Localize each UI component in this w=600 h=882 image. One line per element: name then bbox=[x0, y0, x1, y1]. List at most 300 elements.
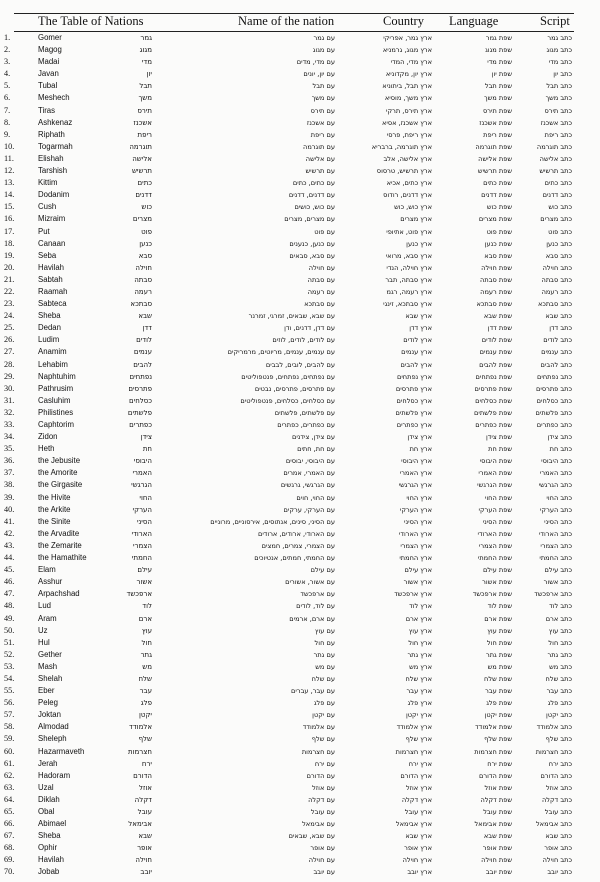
nation-hebrew-name: פלשתים bbox=[127, 408, 152, 417]
nation-hebrew-name: גמר bbox=[140, 34, 152, 42]
language-name: שפת סבתכא bbox=[476, 300, 512, 309]
nation-hebrew-name: לוד bbox=[142, 602, 152, 611]
nation-name: עם אלישה bbox=[305, 154, 335, 163]
language-name: שפת הגרגשי bbox=[477, 481, 512, 490]
table-row bbox=[0, 649, 600, 661]
nation-name: עם כנען, כנענים bbox=[289, 239, 335, 248]
language-name: שפת שבא bbox=[483, 832, 512, 841]
nation-hebrew-name: אבימאל bbox=[128, 820, 152, 829]
language-name: שפת גמר bbox=[485, 34, 512, 42]
script-name: כתב ירח bbox=[548, 759, 572, 768]
nation-english-name: Heth bbox=[38, 444, 55, 454]
nation-hebrew-name: תבל bbox=[139, 82, 152, 91]
column-header-country: Country bbox=[383, 14, 424, 28]
script-name: כתב דקלה bbox=[541, 795, 572, 804]
nation-hebrew-name: כתים bbox=[137, 179, 152, 188]
nation-english-name: Jobab bbox=[38, 867, 60, 877]
script-name: כתב שלח bbox=[545, 674, 572, 683]
table-row bbox=[0, 32, 600, 44]
nation-name: עם להבים, לובים, לבבים bbox=[265, 360, 335, 369]
script-name: כתב יקטן bbox=[546, 711, 572, 720]
nation-name: עם הארודי, ארודים, ארודים bbox=[257, 529, 335, 538]
nation-hebrew-name: הערקי bbox=[132, 505, 152, 514]
row-number: 8. bbox=[4, 117, 11, 127]
nation-hebrew-name: הצמרי bbox=[133, 541, 152, 550]
language-name: שפת דקלה bbox=[480, 795, 512, 804]
table-row bbox=[0, 842, 600, 854]
script-name: כתב ענמים bbox=[541, 348, 572, 357]
table-row bbox=[0, 286, 600, 298]
nation-hebrew-name: הסיני bbox=[136, 517, 152, 526]
nation-english-name: Casluhim bbox=[38, 395, 71, 405]
row-number: 33. bbox=[4, 420, 15, 429]
language-name: שפת האמרי bbox=[478, 469, 512, 478]
table-row bbox=[0, 431, 600, 443]
row-number: 10. bbox=[4, 141, 15, 151]
nation-name: עם אבימאל bbox=[302, 820, 335, 829]
nation-hebrew-name: חצרמות bbox=[128, 747, 152, 756]
script-name: כתב אשור bbox=[543, 578, 572, 587]
row-number: 51. bbox=[4, 637, 15, 647]
row-number: 23. bbox=[4, 299, 15, 309]
nation-english-name: Tiras bbox=[38, 105, 56, 115]
script-name: כתב פלשתים bbox=[535, 408, 572, 417]
nation-hebrew-name: משך bbox=[138, 94, 152, 103]
script-name: כתב עובל bbox=[544, 808, 572, 816]
nation-english-name: Abimael bbox=[38, 819, 67, 829]
language-name: שפת חת bbox=[488, 445, 512, 454]
country-name: ארץ עוץ bbox=[408, 626, 432, 635]
country-name: ארץ צידן bbox=[407, 433, 432, 442]
script-name: כתב אבימאל bbox=[535, 820, 572, 829]
nation-name: עם חת, חתים bbox=[297, 445, 335, 454]
script-name: כתב רעמה bbox=[541, 287, 572, 296]
nation-english-name: Madai bbox=[38, 57, 60, 67]
language-name: שפת תוגרמה bbox=[475, 142, 512, 151]
nation-hebrew-name: חול bbox=[141, 638, 152, 647]
nation-name: עם פלשתים, פלשתים bbox=[274, 408, 335, 417]
country-name: ארץ חוילה, הנדי bbox=[386, 263, 432, 272]
script-name: כתב אשכנז bbox=[540, 118, 572, 127]
language-name: שפת חול bbox=[486, 638, 512, 647]
country-name: ארץ פוט, אתיופי bbox=[386, 227, 432, 236]
table-row bbox=[0, 613, 600, 625]
script-name: כתב לודים bbox=[543, 336, 572, 345]
language-name: שפת פתרסים bbox=[474, 384, 512, 393]
nation-english-name: Sheba bbox=[38, 831, 61, 841]
nation-english-name: Lud bbox=[38, 601, 52, 611]
country-name: ארץ תבל, ביתוניא bbox=[382, 82, 432, 91]
country-name: ארץ החוי bbox=[406, 493, 432, 502]
nation-english-name: Elishah bbox=[38, 153, 64, 163]
country-name: ארץ נפתחים bbox=[396, 372, 432, 381]
row-number: 55. bbox=[4, 686, 15, 696]
country-name: ארץ יון, מקדוניא bbox=[385, 70, 432, 79]
nation-name: עם משך bbox=[311, 94, 335, 103]
language-name: שפת מדי bbox=[487, 58, 512, 67]
language-name: שפת עבר bbox=[485, 687, 512, 696]
nation-hebrew-name: יובב bbox=[140, 868, 152, 877]
table-title: The Table of Nations bbox=[38, 14, 144, 28]
nation-english-name: Dodanim bbox=[38, 190, 70, 200]
country-name: ארץ אלמודד bbox=[396, 723, 432, 732]
row-number: 44. bbox=[4, 553, 15, 563]
row-number: 62. bbox=[4, 770, 15, 780]
country-name: ארץ כתים, אכיא bbox=[386, 179, 432, 188]
nation-hebrew-name: גתר bbox=[140, 650, 152, 659]
nation-name: עם גתר bbox=[313, 650, 335, 659]
country-name: ארץ אבימאל bbox=[395, 820, 432, 829]
nation-name: עם פוט bbox=[314, 227, 335, 236]
script-name: כתב שבא bbox=[545, 312, 572, 321]
table-row bbox=[0, 395, 600, 407]
nation-hebrew-name: כנען bbox=[139, 239, 152, 248]
row-number: 29. bbox=[4, 371, 15, 381]
language-name: שפת חוילה bbox=[481, 856, 512, 865]
nation-english-name: Joktan bbox=[38, 710, 61, 720]
nation-name: עם האמרי, אמרים bbox=[283, 469, 335, 478]
table-row bbox=[0, 105, 600, 117]
nation-name: עם לודים, לודים, לוזים bbox=[272, 336, 335, 345]
nation-hebrew-name: אופר bbox=[137, 844, 152, 853]
nation-hebrew-name: אלמודד bbox=[129, 723, 152, 732]
nation-hebrew-name: לודים bbox=[136, 336, 152, 345]
script-name: כתב דדנים bbox=[542, 191, 572, 200]
nation-name: עם שבא, שבאים, זמרגי, זמרנר bbox=[248, 312, 335, 321]
language-name: שפת החוי bbox=[484, 493, 512, 502]
row-number: 13. bbox=[4, 178, 15, 188]
table-row bbox=[0, 576, 600, 588]
script-name: כתב כוש bbox=[548, 203, 572, 212]
nation-english-name: Ophir bbox=[38, 843, 58, 853]
country-name: ארץ מדי, המדי bbox=[390, 58, 432, 67]
nation-hebrew-name: אשור bbox=[136, 578, 152, 587]
script-name: כתב עוץ bbox=[548, 626, 572, 635]
country-name: ארץ להבים bbox=[400, 360, 432, 369]
country-name: ארץ אשכנז, אסיא bbox=[381, 118, 432, 127]
table-row bbox=[0, 685, 600, 697]
script-name: כתב החמתי bbox=[539, 554, 572, 563]
nation-english-name: Diklah bbox=[38, 794, 60, 804]
script-name: כתב עבר bbox=[546, 687, 572, 696]
row-number: 56. bbox=[4, 698, 15, 708]
language-name: שפת הערקי bbox=[478, 505, 512, 514]
table-row bbox=[0, 733, 600, 745]
nation-english-name: Shelah bbox=[38, 673, 63, 683]
row-number: 50. bbox=[4, 625, 15, 635]
row-number: 18. bbox=[4, 238, 15, 248]
nation-hebrew-name: ארפכשד bbox=[126, 590, 152, 599]
script-name: כתב שבא bbox=[545, 832, 572, 841]
nation-hebrew-name: החוי bbox=[139, 493, 152, 502]
nation-english-name: Elam bbox=[38, 565, 56, 575]
nation-hebrew-name: רעמה bbox=[134, 287, 152, 296]
table-row bbox=[0, 661, 600, 673]
language-name: שפת כתים bbox=[483, 179, 512, 188]
country-name: ארץ כסלחים bbox=[396, 396, 432, 405]
table-row bbox=[0, 68, 600, 80]
table-row bbox=[0, 250, 600, 262]
row-number: 59. bbox=[4, 734, 15, 744]
row-number: 60. bbox=[4, 746, 15, 756]
row-number: 66. bbox=[4, 819, 15, 829]
nation-name: עם נפתחים, נפתחים, פנטפוליטים bbox=[241, 372, 335, 381]
nation-hebrew-name: הגרגשי bbox=[131, 481, 152, 490]
row-number: 28. bbox=[4, 359, 15, 369]
table-row bbox=[0, 625, 600, 637]
row-number: 35. bbox=[4, 444, 15, 454]
nation-name: עם שלח bbox=[311, 674, 335, 683]
language-name: שפת עילם bbox=[483, 566, 512, 575]
nation-hebrew-name: ריפת bbox=[137, 130, 152, 139]
country-name: ארץ ריפת, פרסי bbox=[386, 130, 432, 139]
country-name: ארץ משך, מוסיא bbox=[384, 94, 432, 103]
script-name: כתב פתרסים bbox=[535, 384, 572, 393]
table-row bbox=[0, 540, 600, 552]
country-name: ארץ אופר bbox=[404, 844, 432, 853]
table-row bbox=[0, 516, 600, 528]
table-row bbox=[0, 201, 600, 213]
nation-name: עם כסלחים, כסלחים, פנטפוליטים bbox=[240, 396, 335, 405]
nation-name: עם דקלה bbox=[308, 795, 335, 804]
nation-english-name: Meshech bbox=[38, 93, 70, 103]
nation-english-name: Obal bbox=[38, 807, 55, 816]
language-name: שפת חוילה bbox=[481, 263, 512, 272]
language-name: שפת כסלחים bbox=[475, 396, 512, 405]
table-row bbox=[0, 806, 600, 818]
nation-hebrew-name: החמתי bbox=[131, 554, 152, 563]
nation-english-name: Almodad bbox=[38, 722, 69, 732]
column-header-language: Language bbox=[449, 14, 499, 28]
nation-english-name: Asshur bbox=[38, 577, 63, 587]
script-name: כתב תבל bbox=[546, 82, 572, 91]
row-number: 31. bbox=[4, 395, 15, 405]
table-row bbox=[0, 504, 600, 516]
script-name: כתב חול bbox=[548, 638, 572, 647]
nation-english-name: Put bbox=[38, 226, 50, 236]
row-number: 54. bbox=[4, 673, 15, 683]
country-name: ארץ שבא bbox=[405, 832, 432, 841]
nation-hebrew-name: יון bbox=[146, 70, 152, 79]
table-row bbox=[0, 383, 600, 395]
script-name: כתב החוי bbox=[546, 493, 572, 502]
row-number: 32. bbox=[4, 407, 15, 417]
row-number: 26. bbox=[4, 335, 15, 345]
language-name: שפת פלג bbox=[486, 699, 512, 708]
table-row bbox=[0, 455, 600, 467]
row-number: 27. bbox=[4, 347, 15, 357]
script-name: כתב שלף bbox=[545, 735, 572, 744]
nation-name: עם הדורם bbox=[306, 771, 335, 780]
nation-name: עם אשכנז bbox=[306, 118, 335, 127]
language-name: שפת נפתחים bbox=[475, 372, 512, 381]
nation-english-name: Arpachshad bbox=[38, 589, 80, 599]
country-name: ארץ כוש, כוש bbox=[394, 203, 432, 212]
nation-name: עם חוילה bbox=[308, 856, 335, 865]
country-name: ארץ שלח bbox=[405, 674, 432, 683]
language-name: שפת כפתרים bbox=[475, 421, 512, 429]
country-name: ארץ יובב bbox=[407, 868, 432, 877]
script-name: כתב תרשיש bbox=[539, 167, 572, 176]
script-name: כתב ריפת bbox=[544, 130, 572, 139]
language-name: שפת ריפת bbox=[483, 130, 512, 139]
country-name: ארץ עילם bbox=[404, 566, 432, 575]
nation-english-name: Lehabim bbox=[38, 359, 68, 369]
language-name: שפת שלף bbox=[484, 735, 512, 744]
nation-english-name: Philistines bbox=[38, 407, 74, 417]
nation-english-name: Kittim bbox=[38, 178, 58, 188]
table-row bbox=[0, 359, 600, 371]
nation-english-name: Hadoram bbox=[38, 770, 71, 780]
nation-english-name: the Amorite bbox=[38, 468, 78, 478]
nation-name: עם החמתי, חמתים, אנטיוכים bbox=[254, 554, 335, 563]
column-header-script: Script bbox=[540, 14, 570, 28]
language-name: שפת היבוסי bbox=[479, 457, 512, 466]
script-name: כתב פוט bbox=[548, 227, 572, 236]
nation-hebrew-name: תירס bbox=[137, 106, 152, 115]
script-name: כתב הדורם bbox=[540, 771, 572, 780]
nation-english-name: Uz bbox=[38, 625, 48, 635]
script-name: כתב היבוסי bbox=[541, 457, 572, 466]
nation-name: עם גמר bbox=[313, 34, 335, 42]
language-name: שפת הדורם bbox=[478, 771, 512, 780]
nation-name: עם עובל bbox=[310, 808, 335, 816]
row-number: 4. bbox=[4, 69, 11, 79]
row-number: 64. bbox=[4, 794, 15, 804]
table-row bbox=[0, 866, 600, 878]
script-name: כתב מדי bbox=[548, 58, 572, 67]
country-name: ארץ הארודי bbox=[398, 529, 432, 538]
country-name: ארץ סבתכא, זינגי bbox=[383, 300, 432, 309]
nation-name: עם ארפכשד bbox=[300, 590, 335, 599]
nation-english-name: Jerah bbox=[38, 758, 58, 768]
nation-hebrew-name: חוילה bbox=[135, 856, 152, 865]
language-name: שפת יובב bbox=[485, 868, 512, 877]
row-number: 6. bbox=[4, 93, 11, 103]
table-row bbox=[0, 117, 600, 129]
nation-hebrew-name: אלישה bbox=[132, 154, 152, 163]
nation-name: עם אוזל bbox=[312, 783, 335, 792]
table-row bbox=[0, 770, 600, 782]
nation-english-name: Cush bbox=[38, 202, 57, 212]
nation-hebrew-name: כוש bbox=[141, 203, 152, 212]
table-row bbox=[0, 697, 600, 709]
table-row bbox=[0, 794, 600, 806]
nation-hebrew-name: ארם bbox=[138, 614, 152, 623]
nation-hebrew-name: סבא bbox=[138, 251, 152, 260]
nation-english-name: Gether bbox=[38, 649, 62, 659]
nation-name: עם ארם, ארמים bbox=[289, 614, 335, 623]
nation-english-name: Mizraim bbox=[38, 214, 66, 224]
table-row bbox=[0, 564, 600, 576]
country-name: ארץ חצרמות bbox=[395, 747, 432, 756]
country-name: ארץ הערקי bbox=[399, 505, 432, 514]
nation-name: עם היבוסי, יבוסים bbox=[285, 457, 335, 466]
table-row bbox=[0, 818, 600, 830]
country-name: ארץ שלף bbox=[405, 735, 432, 744]
row-number: 19. bbox=[4, 250, 15, 260]
row-number: 17. bbox=[4, 226, 15, 236]
row-number: 15. bbox=[4, 202, 15, 212]
row-number: 47. bbox=[4, 589, 15, 599]
nation-hebrew-name: עילם bbox=[137, 566, 152, 575]
script-name: כתב מש bbox=[549, 662, 572, 671]
row-number: 52. bbox=[4, 649, 15, 659]
country-name: ארץ ארפכשד bbox=[394, 590, 432, 599]
table-row bbox=[0, 274, 600, 286]
country-name: ארץ מגוג, גרמניא bbox=[382, 46, 432, 55]
nation-name: עם ירח bbox=[314, 759, 335, 768]
table-row bbox=[0, 552, 600, 564]
nation-english-name: Aram bbox=[38, 613, 57, 623]
table-row bbox=[0, 310, 600, 322]
row-number: 21. bbox=[4, 274, 15, 284]
script-name: כתב גתר bbox=[547, 650, 572, 659]
nation-hebrew-name: פוט bbox=[141, 227, 152, 236]
row-number: 70. bbox=[4, 867, 15, 877]
nation-hebrew-name: מגוג bbox=[139, 46, 152, 55]
row-number: 20. bbox=[4, 262, 15, 272]
nation-english-name: the Hivite bbox=[38, 492, 71, 502]
country-name: ארץ רעמה, רגמ bbox=[386, 287, 432, 296]
script-name: כתב מגוג bbox=[546, 46, 572, 55]
table-row bbox=[0, 371, 600, 383]
language-name: שפת דדן bbox=[487, 324, 512, 333]
nation-hebrew-name: דדנים bbox=[135, 191, 152, 200]
language-name: שפת יקטן bbox=[484, 711, 512, 720]
table-row bbox=[0, 588, 600, 600]
nation-english-name: Havilah bbox=[38, 855, 65, 865]
nation-english-name: the Zemarite bbox=[38, 540, 82, 550]
row-number: 3. bbox=[4, 57, 11, 67]
script-name: כתב חוילה bbox=[542, 856, 572, 865]
row-number: 41. bbox=[4, 516, 15, 526]
country-name: ארץ דדנים, רודוס bbox=[383, 191, 432, 200]
country-name: ארץ ענמים bbox=[401, 348, 432, 357]
table-row bbox=[0, 298, 600, 310]
nation-hebrew-name: כסלחים bbox=[128, 396, 152, 405]
country-name: ארץ לוד bbox=[409, 602, 432, 611]
nation-name: עם סבתכא bbox=[304, 300, 335, 309]
script-name: כתב עילם bbox=[544, 566, 572, 575]
row-number: 57. bbox=[4, 710, 15, 720]
row-number: 36. bbox=[4, 456, 15, 466]
row-number: 63. bbox=[4, 782, 15, 792]
row-number: 9. bbox=[4, 129, 11, 139]
nation-name: עם חוילה bbox=[308, 263, 335, 272]
nation-hebrew-name: דדן bbox=[142, 324, 152, 333]
nation-name: עם סבתה bbox=[307, 275, 335, 284]
country-name: ארץ גמר, אפריקי bbox=[383, 34, 432, 42]
nation-name: עם שבא, שבאים bbox=[288, 832, 335, 841]
table-body bbox=[0, 32, 600, 879]
nation-english-name: Magog bbox=[38, 45, 62, 55]
language-name: שפת כוש bbox=[486, 203, 512, 212]
table-row bbox=[0, 637, 600, 649]
nation-hebrew-name: שלף bbox=[138, 735, 152, 744]
row-number: 14. bbox=[4, 190, 15, 200]
table-row bbox=[0, 322, 600, 334]
row-number: 69. bbox=[4, 855, 15, 865]
language-name: שפת אשור bbox=[482, 578, 512, 587]
nation-english-name: Anamim bbox=[38, 347, 67, 357]
script-name: כתב סבתה bbox=[541, 275, 572, 284]
nation-name: עם יובב bbox=[313, 868, 335, 877]
language-name: שפת רעמה bbox=[480, 287, 512, 296]
nation-hebrew-name: שבא bbox=[138, 312, 152, 321]
script-name: כתב פלג bbox=[547, 699, 572, 708]
nation-hebrew-name: נפתחים bbox=[129, 372, 152, 381]
